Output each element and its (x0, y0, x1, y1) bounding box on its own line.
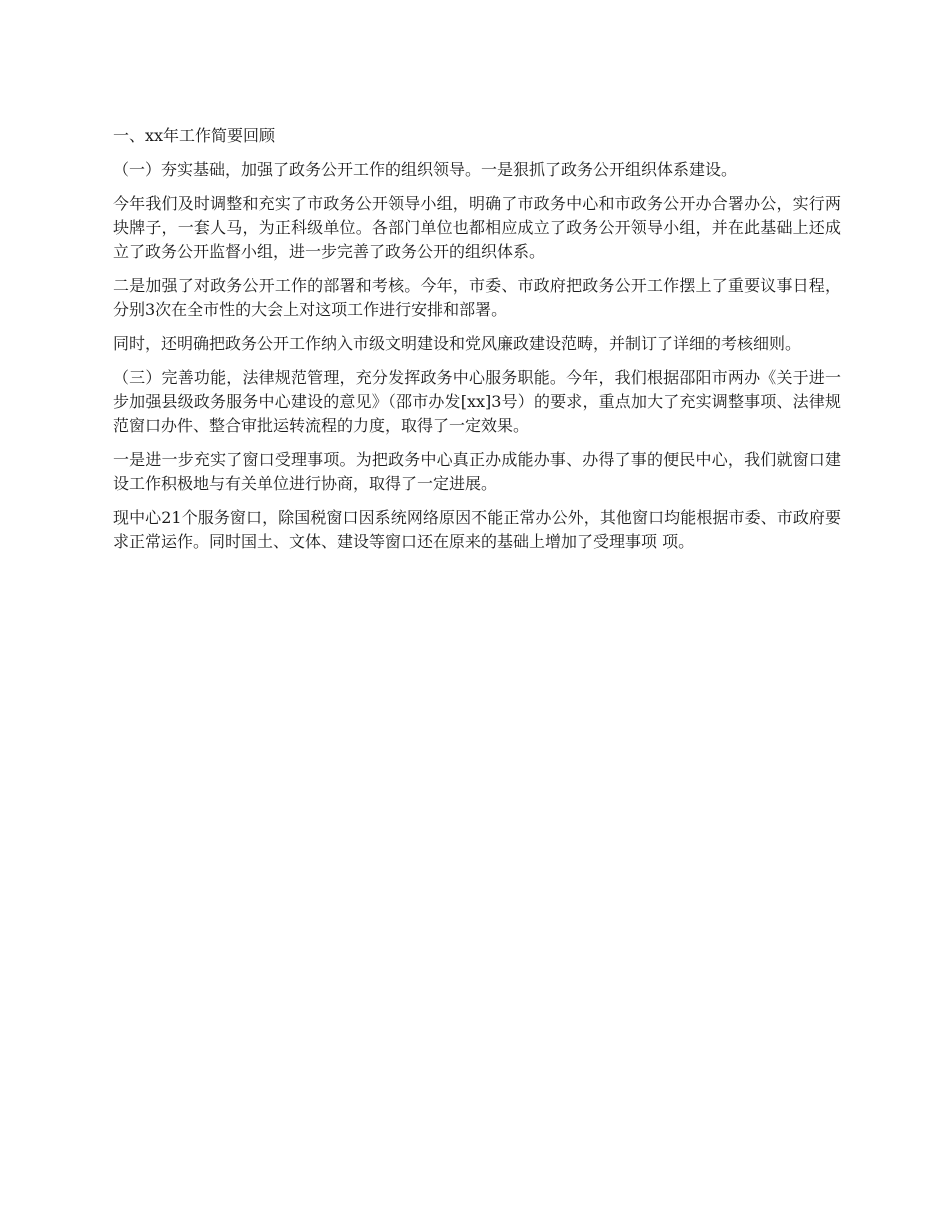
paragraph: （三）完善功能，法律规范管理，充分发挥政务中心服务职能。今年，我们根据邵阳市两办《关于进一步加强县级政务服务中心建设的意见》（邵市办发[xx]3号）的要求，重点加大了充实调整事项、法律规范窗口办件、整合审批运转流程的力度，取得了一定效果。 (113, 368, 841, 435)
document-body (113, 124, 841, 564)
paragraph: 一是进一步充实了窗口受理事项。为把政务中心真正办成能办事、办得了事的便民中心，我们就窗口建设工作积极地与有关单位进行协商，取得了一定进展。 (113, 450, 841, 493)
paragraph: 现中心21个服务窗口，除国税窗口因系统网络原因不能正常办公外，其他窗口均能根据市委、市政府要求正常运作。同时国土、文体、建设等窗口还在原来的基础上增加了受理事项 项。 (113, 508, 841, 551)
section-heading: 一、xx年工作简要回顾 (113, 126, 276, 145)
paragraph: （一）夯实基础，加强了政务公开工作的组织领导。一是狠抓了政务公开组织体系建设。 (113, 160, 738, 179)
paragraph: 二是加强了对政务公开工作的部署和考核。今年，市委、市政府把政务公开工作摆上了重要议事日程，分别3次在全市性的大会上对这项工作进行安排和部署。 (113, 276, 841, 319)
paragraph: 今年我们及时调整和充实了市政务公开领导小组，明确了市政务中心和市政务公开办合署办公，实行两块牌子，一套人马，为正科级单位。各部门单位也都相应成立了政务公开领导小组，并在此基础上还成立了政务公开监督小组，进一步完善了政务公开的组织体系。 (113, 194, 841, 261)
paragraph: 同时，还明确把政务公开工作纳入市级文明建设和党风廉政建设范畴，并制订了详细的考核细则。 (113, 334, 802, 353)
